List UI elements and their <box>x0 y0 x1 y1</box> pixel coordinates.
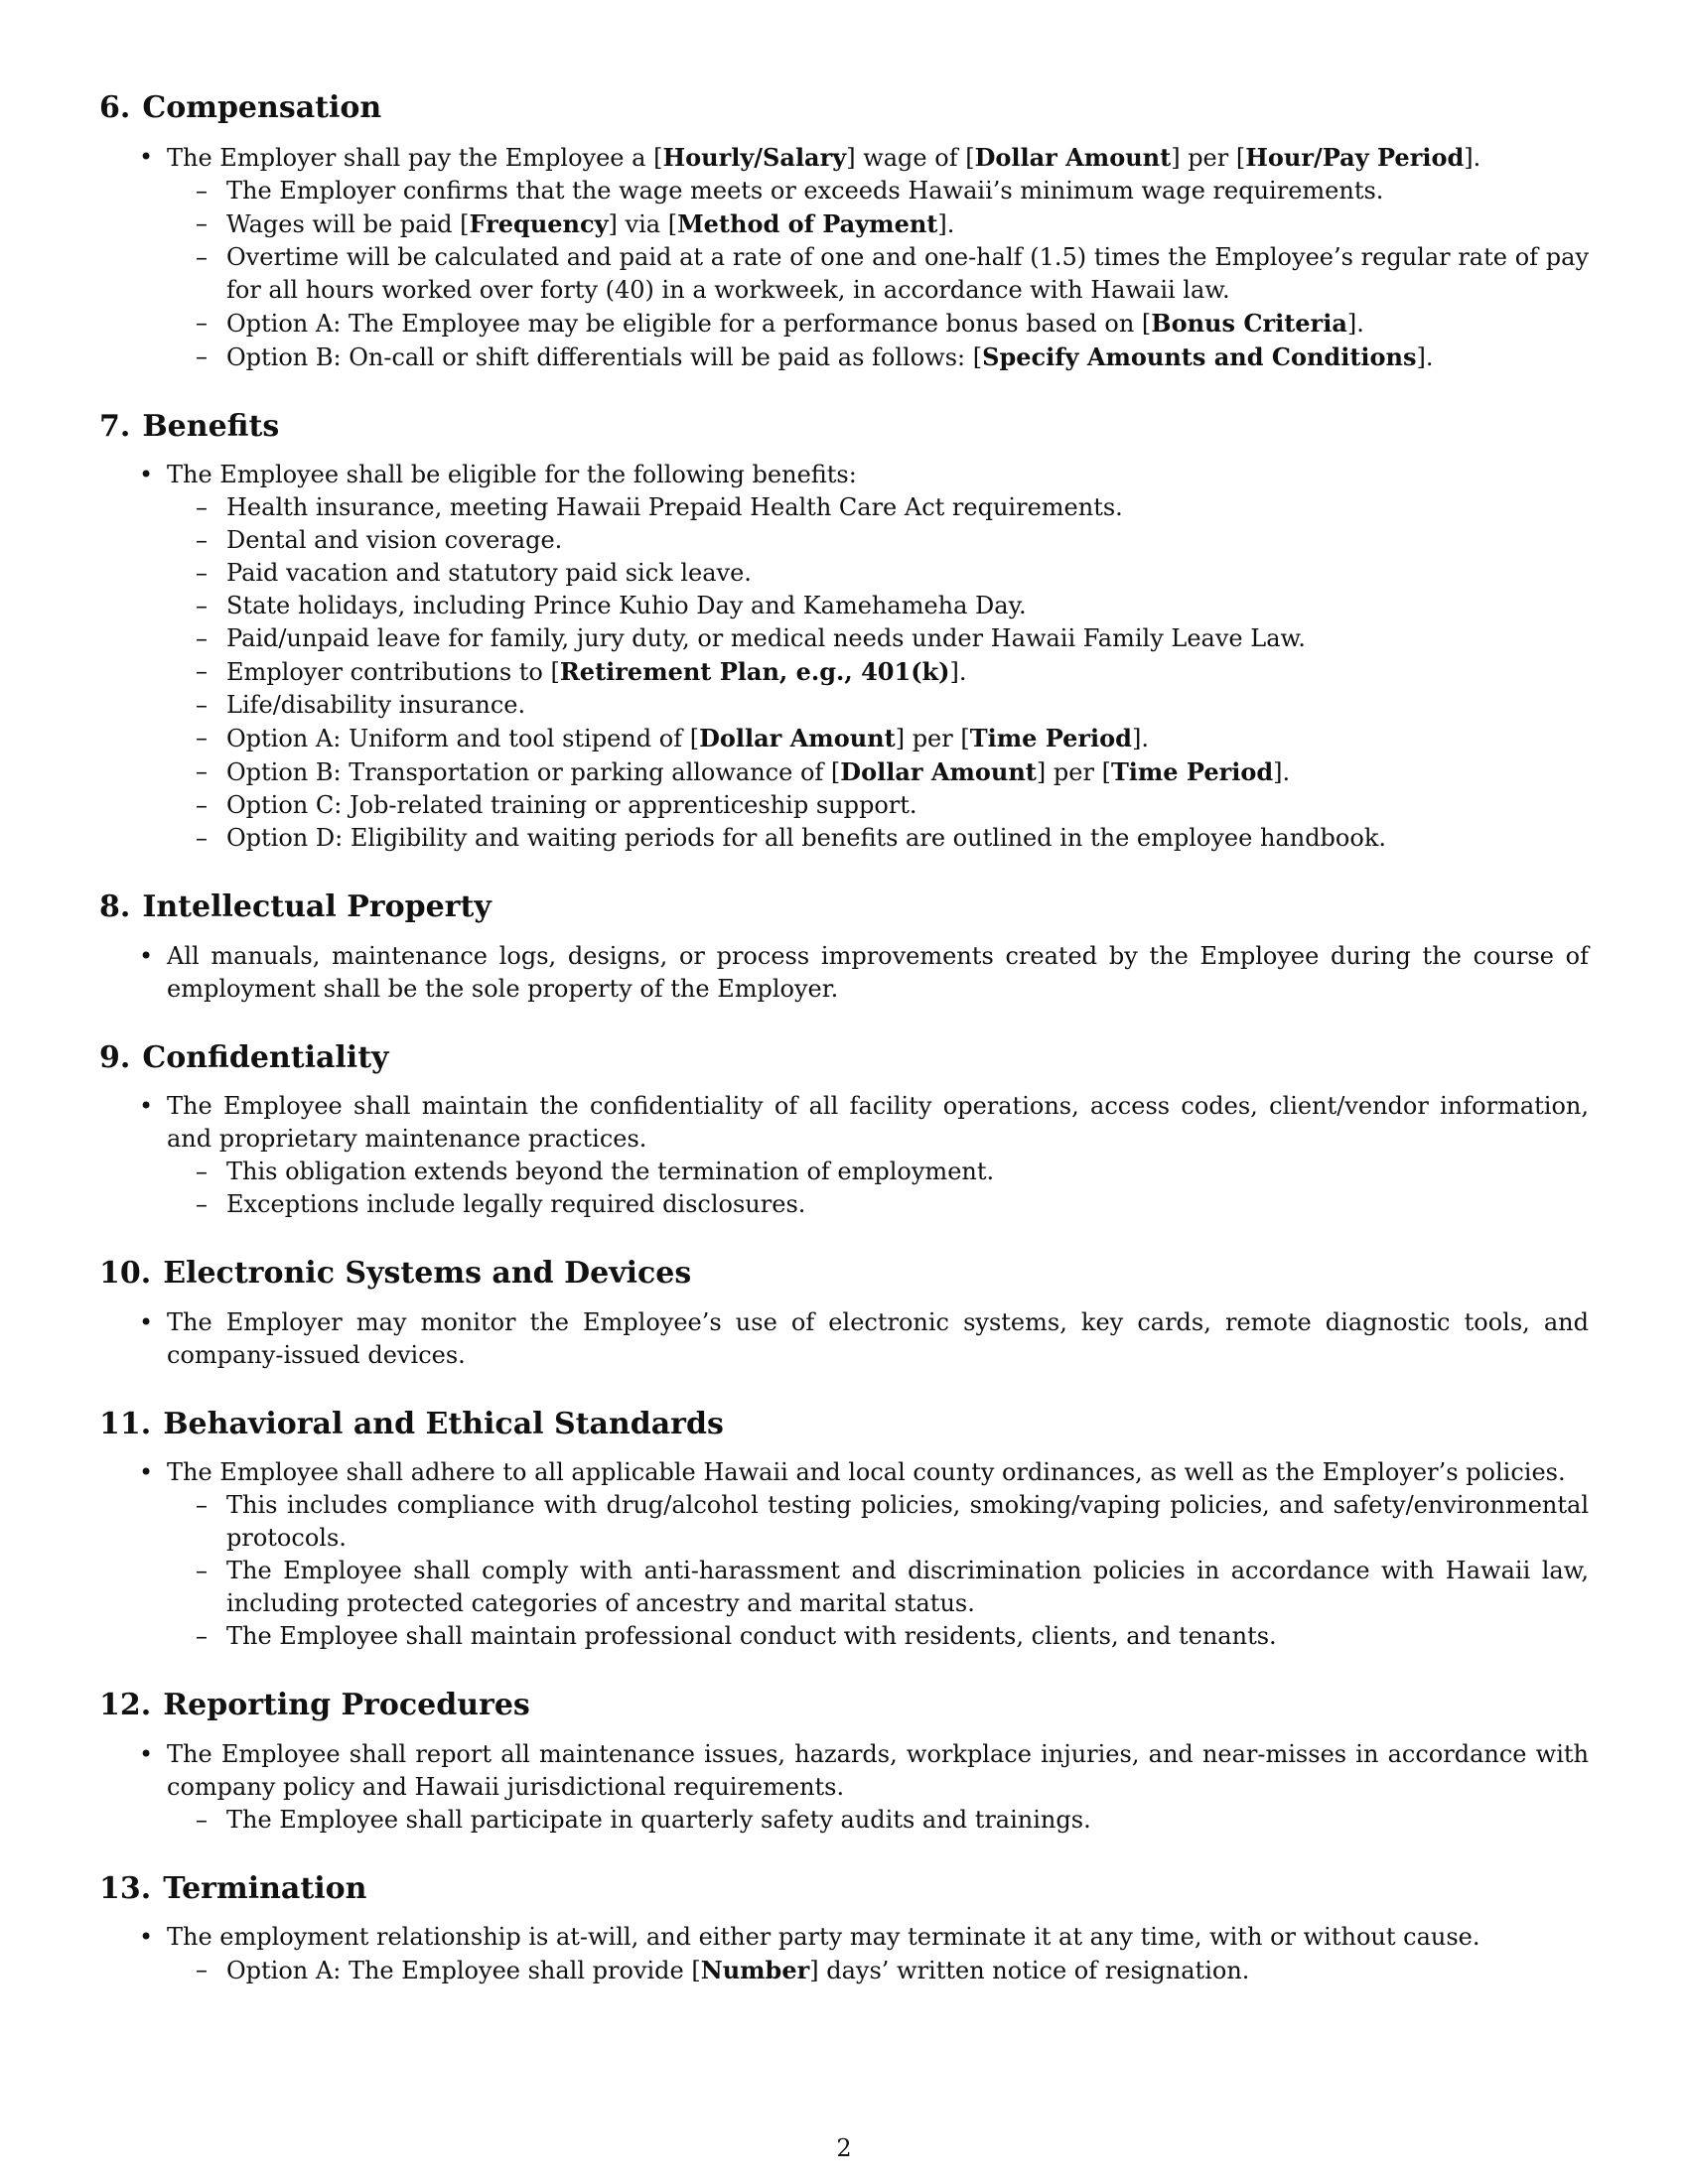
section-electronic-systems-and-devices <box>99 1255 1589 1372</box>
placeholder-field: Hourly/Salary <box>662 142 847 172</box>
sub-item: – The Employee shall maintain professional conduct with residents, clients, and tenants. <box>226 1620 1589 1653</box>
placeholder-field: Time Period <box>969 724 1132 752</box>
placeholder-field: Number <box>700 1956 810 1984</box>
placeholder-field: Dollar Amount <box>699 724 896 752</box>
sub-item: – Paid/unpaid leave for family, jury duty, or medical needs under Hawaii Family Leave Law. <box>226 622 1589 655</box>
bullet-text: • All manuals, maintenance logs, designs, or process improvements created by the Employee during the course of employment shall be the sole property of the Employer. <box>167 941 1589 1003</box>
bullet-list <box>99 1456 1589 1653</box>
sub-item: – This includes compliance with drug/alcohol testing policies, smoking/vaping policies, and safety/environmental protocols. <box>226 1489 1589 1555</box>
sub-list <box>167 491 1589 855</box>
bullet-item <box>167 459 1589 855</box>
page-number: 2 <box>836 2134 852 2162</box>
bullet-text: • The employment relationship is at-will, and either party may terminate it at any time, with or without cause. <box>167 1923 1480 1951</box>
section-title: Electronic Systems and Devices <box>163 1256 692 1291</box>
sub-list <box>167 1954 1589 1987</box>
bullet-item <box>167 1738 1589 1837</box>
sub-item: – The Employee shall participate in quarterly safety audits and trainings. <box>226 1804 1589 1837</box>
sub-item: – The Employer confirms that the wage meets or exceeds Hawaii’s minimum wage requirements. <box>226 175 1589 207</box>
bullet-list <box>99 1738 1589 1837</box>
bullet-text: • The Employee shall adhere to all applicable Hawaii and local county ordinances, as well as the Employer’s policies. <box>167 1458 1566 1486</box>
bullet-list <box>99 1090 1589 1221</box>
section-title: Benefits <box>142 408 280 444</box>
bullet-list <box>99 940 1589 1006</box>
sub-list <box>167 1804 1589 1837</box>
section-number: 13. <box>99 1870 152 1906</box>
section-heading <box>99 408 1589 446</box>
sub-item: – Option A: The Employee shall provide [Number] days’ written notice of resignation. <box>226 1954 1589 1987</box>
bullet-list <box>99 141 1589 374</box>
section-number: 12. <box>99 1688 152 1722</box>
section-termination <box>99 1870 1589 1988</box>
section-title: Compensation <box>142 90 382 125</box>
section-compensation <box>99 89 1589 374</box>
sub-item: – The Employee shall comply with anti-harassment and discrimination policies in accordance with Hawaii law, including protected categories of ancestry and marital status. <box>226 1555 1589 1620</box>
placeholder-field: Bonus Criteria <box>1151 308 1347 338</box>
sub-item: – Overtime will be calculated and paid at a rate of one and one-half (1.5) times the Employee’s regular rate of pay for all hours worked over forty (40) in a workweek, in accordance with Hawaii law. <box>226 241 1589 307</box>
placeholder-field: Dollar Amount <box>974 142 1172 172</box>
section-heading <box>99 89 1589 127</box>
placeholder-field: Hour/Pay Period <box>1245 142 1465 172</box>
section-heading <box>99 1255 1589 1293</box>
bullet-item <box>167 1921 1589 1987</box>
section-title: Confidentiality <box>142 1039 389 1075</box>
section-title: Intellectual Property <box>142 889 492 924</box>
section-heading <box>99 1870 1589 1908</box>
sub-item: – Employer contributions to [Retirement Plan, e.g., 401(k)]. <box>226 655 1589 689</box>
bullet-list <box>99 1306 1589 1372</box>
section-title: Termination <box>163 1870 367 1906</box>
bullet-item <box>167 1306 1589 1372</box>
bullet-text: • The Employee shall maintain the confidentiality of all facility operations, access codes, client/vendor information, and proprietary maintenance practices. <box>167 1092 1589 1153</box>
placeholder-field: Time Period <box>1110 757 1274 786</box>
bullet-list <box>99 1921 1589 1987</box>
sub-item: – This obligation extends beyond the termination of employment. <box>226 1156 1589 1188</box>
section-number: 11. <box>99 1406 152 1441</box>
sub-list <box>167 175 1589 374</box>
bullet-item <box>167 141 1589 374</box>
section-heading <box>99 1039 1589 1077</box>
section-number: 6. <box>99 90 131 125</box>
sub-list <box>167 1489 1589 1653</box>
section-heading <box>99 1406 1589 1443</box>
sub-item: – Option B: On-call or shift differentials will be paid as follows: [Specify Amounts and Conditions]. <box>226 341 1589 374</box>
sub-item: – Paid vacation and statutory paid sick leave. <box>226 557 1589 590</box>
sub-item: – Exceptions include legally required disclosures. <box>226 1188 1589 1221</box>
bullet-list <box>99 459 1589 855</box>
sub-item: – Option D: Eligibility and waiting periods for all benefits are outlined in the employee handbook. <box>226 822 1589 855</box>
sub-item: – Dental and vision coverage. <box>226 524 1589 557</box>
sub-item: – Option A: The Employee may be eligible for a performance bonus based on [Bonus Criteria]. <box>226 307 1589 341</box>
sub-item: – Health insurance, meeting Hawaii Prepaid Health Care Act requirements. <box>226 491 1589 524</box>
section-heading <box>99 1687 1589 1724</box>
section-reporting-procedures <box>99 1687 1589 1837</box>
bullet-item <box>167 1090 1589 1221</box>
placeholder-field: Frequency <box>469 208 609 238</box>
section-title: Reporting Procedures <box>163 1688 530 1722</box>
bullet-text: • The Employee shall report all maintenance issues, hazards, workplace injuries, and near-misses in accordance with company policy and Hawaii jurisdictional requirements. <box>167 1739 1589 1801</box>
placeholder-field: Retirement Plan, e.g., 401(k) <box>559 657 950 686</box>
bullet-text: • The Employer shall pay the Employee a [Hourly/Salary] wage of [Dollar Amount] per [Hour/Pay Period]. <box>167 142 1481 172</box>
placeholder-field: Dollar Amount <box>840 757 1037 786</box>
bullet-text: • The Employee shall be eligible for the following benefits: <box>167 461 857 488</box>
bullet-item <box>167 940 1589 1006</box>
sub-item: – State holidays, including Prince Kuhio Day and Kamehameha Day. <box>226 590 1589 622</box>
section-heading <box>99 888 1589 926</box>
sub-list <box>167 1156 1589 1221</box>
section-behavioral-and-ethical-standards <box>99 1406 1589 1654</box>
bullet-text: • The Employer may monitor the Employee’s use of electronic systems, key cards, remote diagnostic tools, and company-issued devices. <box>167 1307 1589 1369</box>
section-number: 9. <box>99 1039 131 1075</box>
bullet-item <box>167 1456 1589 1653</box>
section-number: 8. <box>99 889 131 924</box>
sub-item: – Option A: Uniform and tool stipend of [Dollar Amount] per [Time Period]. <box>226 722 1589 755</box>
sub-item: – Option B: Transportation or parking allowance of [Dollar Amount] per [Time Period]. <box>226 755 1589 789</box>
section-confidentiality <box>99 1039 1589 1222</box>
sub-item: – Option C: Job-related training or apprenticeship support. <box>226 789 1589 822</box>
sub-item: – Wages will be paid [Frequency] via [Method of Payment]. <box>226 207 1589 241</box>
section-number: 10. <box>99 1256 152 1291</box>
section-number: 7. <box>99 408 131 444</box>
placeholder-field: Method of Payment <box>677 208 938 238</box>
section-benefits <box>99 408 1589 856</box>
document-page <box>99 89 1589 2021</box>
section-intellectual-property <box>99 888 1589 1006</box>
section-title: Behavioral and Ethical Standards <box>163 1406 724 1441</box>
placeholder-field: Specify Amounts and Conditions <box>982 341 1417 371</box>
sub-item: – Life/disability insurance. <box>226 689 1589 722</box>
